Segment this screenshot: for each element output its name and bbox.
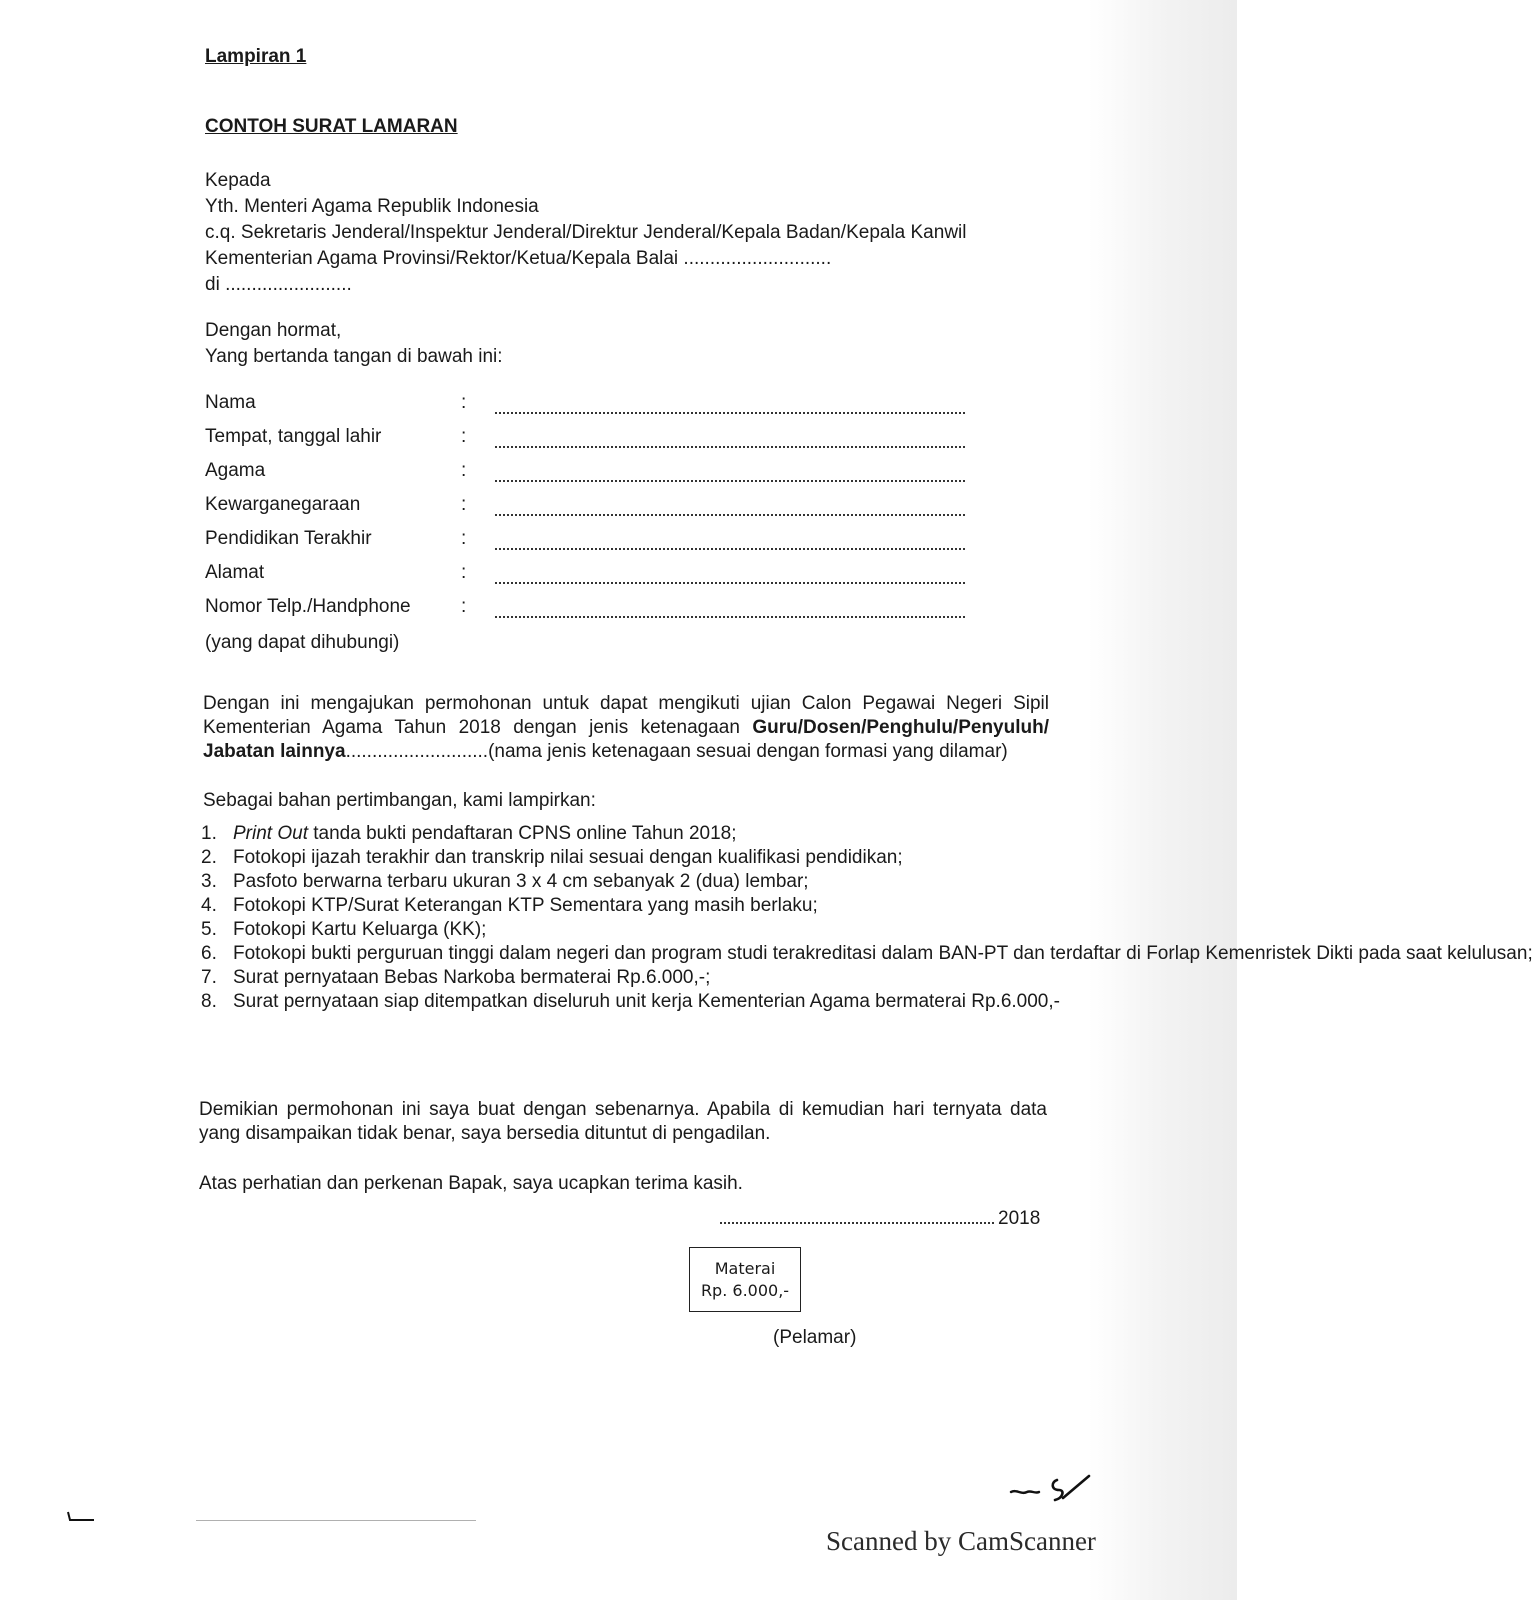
fill-in-line: [495, 602, 965, 618]
list-item: [201, 870, 1049, 894]
handwritten-initial-mark: [1005, 1468, 1095, 1508]
list-text: Print Out tanda bukti pendaftaran CPNS online Tahun 2018;: [233, 823, 737, 844]
list-number: 3.: [201, 871, 217, 892]
field-row-agama: [205, 460, 985, 494]
salutation: Dengan hormat,: [205, 320, 342, 341]
field-label: Agama: [205, 460, 266, 481]
recipient-line: di ........................: [205, 274, 352, 295]
stamp-value: Rp. 6.000,-: [700, 1281, 790, 1300]
fill-in-line: [495, 500, 965, 516]
list-text: Surat pernyataan siap ditempatkan diseluruh unit kerja Kementerian Agama bermaterai Rp.6.000,-: [233, 991, 1060, 1012]
list-text: Surat pernyataan Bebas Narkoba bermaterai Rp.6.000,-;: [233, 967, 711, 988]
field-colon: :: [461, 392, 467, 413]
field-label: Alamat: [205, 562, 265, 583]
list-item: [201, 822, 1049, 846]
date-line: [720, 1208, 1040, 1230]
field-row-alamat: [205, 562, 985, 596]
closing-statement: Demikian permohonan ini saya buat dengan sebenarnya. Apabila di kemudian hari ternyata data yang disampaikan tidak benar, saya bersedia dituntut di pengadilan.: [199, 1099, 1047, 1144]
fill-in-line: [495, 534, 965, 550]
field-row-kewarganegaraan: [205, 494, 985, 528]
list-item: [201, 894, 1049, 918]
application-text: Dengan ini mengajukan permohonan untuk dapat mengikuti ujian Calon Pegawai Negeri Sipil Kementerian Agama Tahun 2018 dengan jenis ketenagaan: [203, 693, 1049, 738]
field-colon: :: [461, 426, 467, 447]
field-colon: :: [461, 460, 467, 481]
phone-note: (yang dapat dihubungi): [205, 632, 400, 653]
field-colon: :: [461, 528, 467, 549]
list-number: 1.: [201, 823, 217, 844]
field-row-nomor-telp: [205, 596, 985, 630]
scanner-watermark: Scanned by CamScanner: [826, 1526, 1096, 1556]
scan-corner-mark: [66, 1510, 96, 1524]
list-text: Fotokopi bukti perguruan tinggi dalam negeri dan program studi terakreditasi dalam BAN-PT dan terdaftar di Forlap Kemenristek Dikti pada saat kelulusan;: [233, 943, 1533, 964]
field-colon: :: [461, 562, 467, 583]
list-number: 5.: [201, 919, 217, 940]
field-label: Kewarganegaraan: [205, 494, 361, 515]
list-text: Fotokopi KTP/Surat Keterangan KTP Sementara yang masih berlaku;: [233, 895, 818, 916]
field-row-nama: [205, 392, 985, 426]
italic-term: Print Out: [233, 823, 308, 844]
date-fill-in-line: [720, 1210, 994, 1224]
list-item: [201, 918, 1049, 942]
application-paragraph: [203, 692, 1049, 764]
recipient-line: Kepada: [205, 170, 271, 191]
identity-fields: [205, 392, 985, 630]
closing-thanks: Atas perhatian dan perkenan Bapak, saya ucapkan terima kasih.: [199, 1173, 743, 1194]
attachments-intro: Sebagai bahan pertimbangan, kami lampirkan:: [203, 790, 596, 811]
attachments-list: [201, 822, 1533, 1014]
list-text: Fotokopi ijazah terakhir dan transkrip nilai sesuai dengan kualifikasi pendidikan;: [233, 847, 903, 868]
field-colon: :: [461, 596, 467, 617]
field-label: Tempat, tanggal lahir: [205, 426, 382, 447]
attachment-label: Lampiran 1: [205, 46, 307, 67]
application-position-types: Guru/Dosen/Penghulu/Penyuluh/ Jabatan lainnya: [203, 717, 1049, 762]
scan-edge-line: [196, 1520, 476, 1521]
recipient-line: Yth. Menteri Agama Republik Indonesia: [205, 196, 539, 217]
recipient-line: c.q. Sekretaris Jenderal/Inspektur Jenderal/Direktur Jenderal/Kepala Badan/Kepala Kanwil: [205, 222, 967, 243]
date-year: 2018: [998, 1208, 1041, 1229]
list-number: 6.: [201, 943, 217, 964]
application-text-after: ...........................(nama jenis ketenagaan sesuai dengan formasi yang dilamar): [345, 741, 1008, 762]
list-item: [201, 990, 1060, 1014]
recipient-line: Kementerian Agama Provinsi/Rektor/Ketua/Kepala Balai ............................: [205, 248, 832, 269]
list-number: 7.: [201, 967, 217, 988]
fill-in-line: [495, 466, 965, 482]
fill-in-line: [495, 398, 965, 414]
list-text: Pasfoto berwarna terbaru ukuran 3 x 4 cm sebanyak 2 (dua) lembar;: [233, 871, 809, 892]
field-label: Pendidikan Terakhir: [205, 528, 372, 549]
greeting-block: [205, 318, 503, 370]
field-colon: :: [461, 494, 467, 515]
fill-in-line: [495, 432, 965, 448]
signer-role: (Pelamar): [773, 1327, 857, 1348]
list-number: 4.: [201, 895, 217, 916]
greeting-intro: Yang bertanda tangan di bawah ini:: [205, 346, 503, 367]
list-number: 8.: [201, 991, 217, 1012]
list-number: 2.: [201, 847, 217, 868]
list-item: [201, 966, 1049, 990]
list-text: Fotokopi Kartu Keluarga (KK);: [233, 919, 487, 940]
fill-in-line: [495, 568, 965, 584]
list-item: [201, 942, 1533, 966]
stamp-label: Materai: [714, 1259, 776, 1278]
field-label: Nomor Telp./Handphone: [205, 596, 411, 617]
recipient-block: [205, 168, 966, 298]
field-row-tempat-tanggal-lahir: [205, 426, 985, 460]
field-label: Nama: [205, 392, 256, 413]
field-row-pendidikan-terakhir: [205, 528, 985, 562]
list-item: [201, 846, 1049, 870]
document-title: CONTOH SURAT LAMARAN: [205, 116, 458, 137]
stamp-box: [689, 1247, 801, 1312]
